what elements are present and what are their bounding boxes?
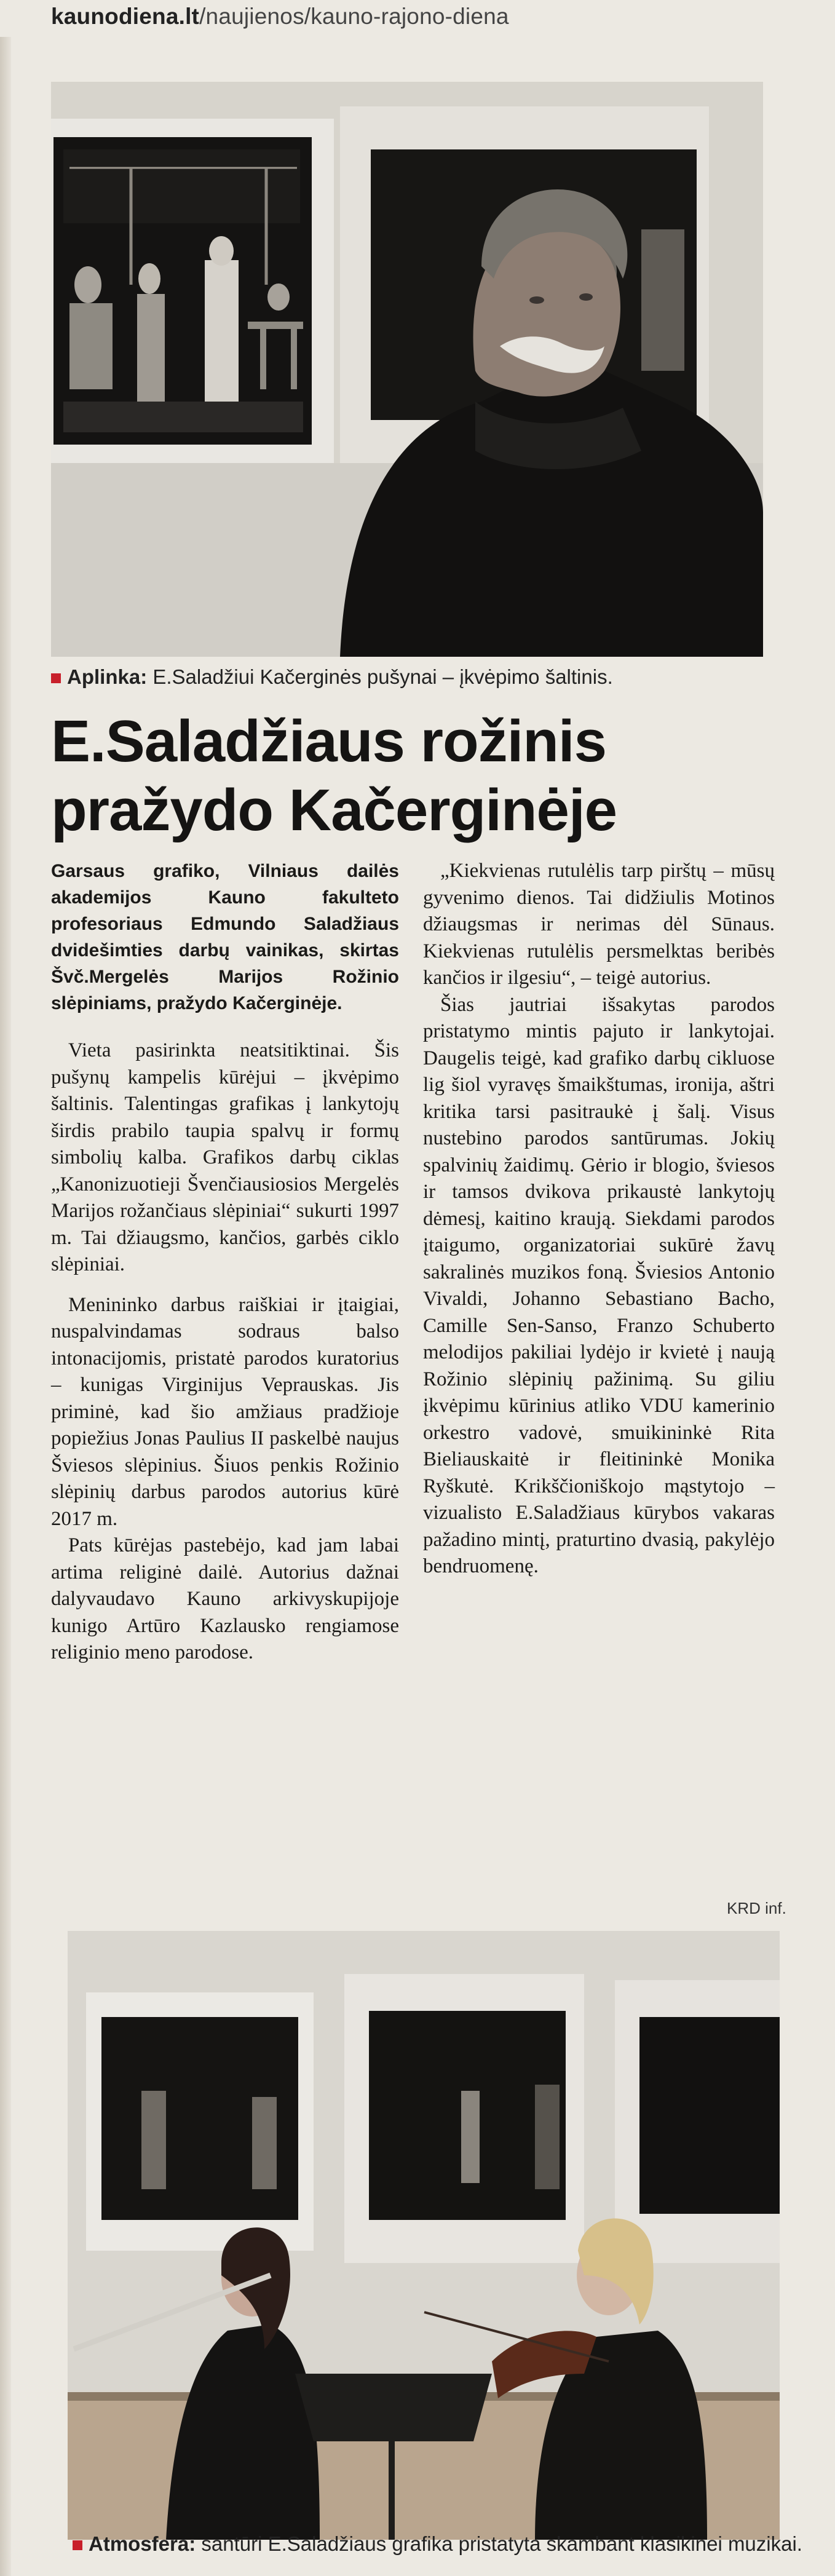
artist-photo — [51, 82, 763, 657]
musicians-photo-illustration — [68, 1931, 780, 2540]
caption-bullet — [51, 673, 61, 683]
bottom-caption-lead: Atmosfera: — [89, 2532, 196, 2555]
article-headline — [51, 707, 777, 845]
top-caption-text: E.Saladžiui Kačerginės pušynai – įkvėpimo šaltinis. — [147, 665, 613, 688]
caption-bullet — [73, 2540, 82, 2550]
headline-line-2: pražydo Kačerginėje — [51, 777, 617, 843]
source-url — [51, 4, 509, 30]
source-path: /naujienos/kauno-rajono-diena — [199, 4, 509, 29]
top-caption-lead: Aplinka: — [67, 665, 148, 688]
headline-line-1: E.Saladžiaus rožinis — [51, 708, 606, 774]
page-edge — [0, 37, 11, 2576]
article-paragraph: Šias jautriai išsakytas parodos pristatymo mintis pajuto ir lankytojai. Daugelis teigė, kad grafiko darbų cikluose lig šiol vyravęs šmaikštumas, ironija, aštri kritika tarsi pasitraukė į šalį. Visus nustebino parodos santūrumas. Jokių spalvinių žaidimų. Gėrio ir blogio, šviesos ir tamsos dvikova prikaustė lankytojų dėmesį, kaitino kraują. Siekdami parodos įtaigumo, organizatoriai sukūrė žavų sakralinės muzikos foną. Šviesios Antonio Vivaldi, Johanno Sebastiano Bacho, Camille Sen-Sanso, Franzo Schuberto melodijos pakiliai lydėjo ir kvietė į naują Rožinio slėpinių pažinimą. Su giliu įkvėpimu kūrinius atliko VDU kamerinio orkestro vadovė, smuikininkė Rita Bieliauskaitė ir fleitininkė Monika Ryškutė. Krikščioniškojo mąstytojo – vizualisto E.Saladžiaus kūrybos vakaras pažadino mintį, praturtino dvasią, pakylėjo bendruomenę. — [423, 993, 775, 1577]
top-photo-caption — [51, 665, 764, 689]
musicians-photo — [68, 1931, 780, 2540]
bottom-photo-caption — [73, 2532, 835, 2556]
source-domain: kaunodiena.lt — [51, 4, 200, 29]
article-paragraph: Menininko darbus raiškiai ir įtaigiai, nuspalvindamas sodraus balso intonacijomis, pristatė parodos kuratorius – kunigas Virginijus Veprauskas. Jis priminė, kad šio amžiaus pradžioje popiežius Jonas Paulius II paskelbė naujus Šviesos slėpinius. Šiuos penkis Rožinio slėpinių darbus parodos autorius kūrė 2017 m. — [51, 1293, 399, 1530]
article-signature: KRD inf. — [727, 1899, 786, 1917]
article-paragraph: Pats kūrėjas pastebėjo, kad jam labai artima religinė dailė. Autorius dažnai dalyvaudavo Kauno arkivyskupijoje kunigo Artūro Kazlausko rengiamose religinio meno parodose. — [51, 1534, 399, 1663]
article-column-right — [423, 858, 775, 1580]
article-column-left — [51, 858, 399, 1666]
bottom-caption-text: santūri E.Saladžiaus grafika pristatyta skambant klasikinei muzikai. — [196, 2532, 802, 2555]
article-paragraph: Vieta pasirinkta neatsitiktinai. Šis pušynų kampelis kūrėjui – įkvėpimo šaltinis. Talentingas grafikas į lankytojų širdis prabilo taupia spalvų ir formų simbolių kalba. Grafikos darbų ciklas „Kanonizuotieji Švenčiausiosios Mergelės Marijos rožančiaus slėpiniai“ sukurti 1997 m. Tai džiaugsmo, kančios, garbės ciklo slėpiniai. — [51, 1039, 399, 1275]
artist-photo-illustration — [51, 82, 763, 657]
article-paragraph: „Kiekvienas rutulėlis tarp pirštų – mūsų gyvenimo dienos. Tai didžiulis Motinos džiaugsmas ir nerimas dėl Sūnaus. Kiekvienas rutulėlis persmelktas beribės kančios ir ilgesiu“, – teigė autorius. — [423, 860, 775, 989]
article-lede: Garsaus grafiko, Vilniaus dailės akademijos Kauno fakulteto profesoriaus Edmundo Saladžiaus dvidešimties darbų vainikas, skirtas Švč.Mergelės Marijos Rožinio slėpiniams, pražydo Kačerginėje. — [51, 861, 399, 1013]
